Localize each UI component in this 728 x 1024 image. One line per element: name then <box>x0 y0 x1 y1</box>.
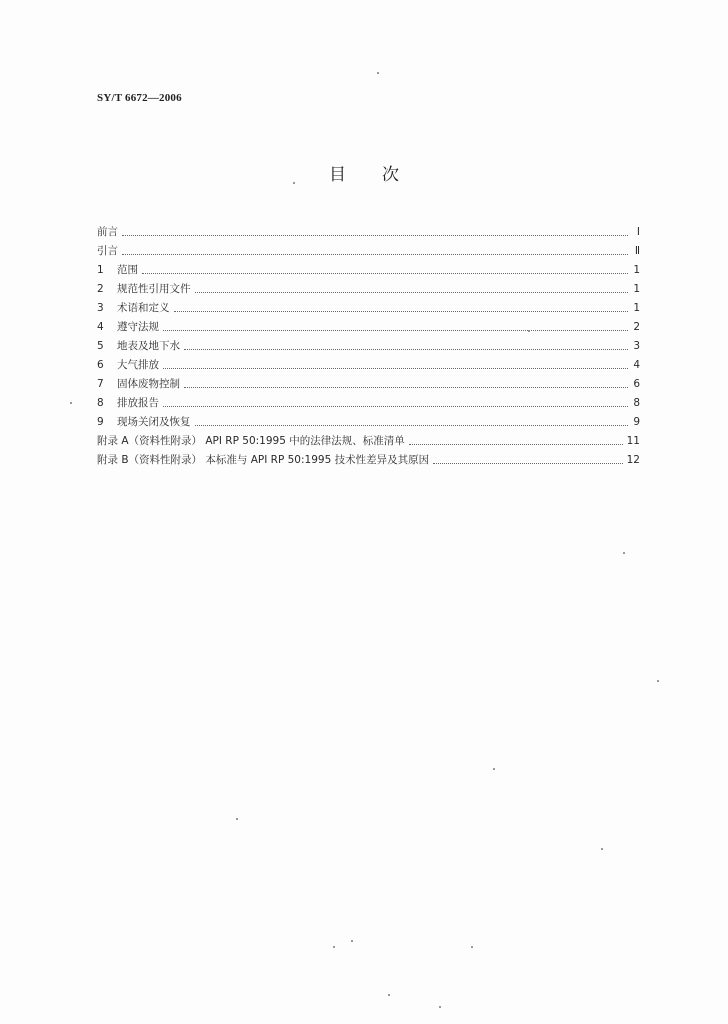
toc-leader <box>122 235 628 236</box>
toc-entry-3[interactable] <box>97 296 640 315</box>
toc-entry-number: 9 <box>97 416 104 428</box>
toc-entry-number: 5 <box>97 340 104 352</box>
scan-speck <box>377 72 379 74</box>
scan-speck <box>388 994 390 996</box>
toc-leader <box>184 387 628 388</box>
toc-entry-page: 11 <box>626 435 640 447</box>
toc-entry-page: 6 <box>633 378 640 390</box>
scan-speck <box>351 940 353 942</box>
toc-entry-label: 现场关闭及恢复 <box>117 416 191 428</box>
toc-entry-4[interactable] <box>97 315 640 334</box>
toc-entry-page: Ⅰ <box>636 226 640 238</box>
toc-leader <box>409 444 623 445</box>
toc-entry-1[interactable] <box>97 258 640 277</box>
toc-leader <box>122 254 628 255</box>
toc-entry-number: 7 <box>97 378 104 390</box>
toc-title <box>0 160 728 185</box>
toc-entry-page: 1 <box>633 283 640 295</box>
toc-entry-label: 前言 <box>97 226 118 238</box>
toc-entry-label: 附录 A（资料性附录） API RP 50:1995 中的法律法规、标准清单 <box>97 435 405 447</box>
toc-leader <box>142 273 628 274</box>
toc-title-char-1: 目 <box>329 165 346 185</box>
toc-entry-7[interactable] <box>97 372 640 391</box>
toc-leader <box>163 330 628 331</box>
toc-entry-label: 大气排放 <box>117 359 159 371</box>
toc-entry-introduction[interactable] <box>97 239 640 258</box>
toc-entry-label: 范围 <box>117 264 138 276</box>
toc-entry-label: 规范性引用文件 <box>117 283 191 295</box>
scan-speck <box>623 552 625 554</box>
toc-leader <box>184 349 628 350</box>
toc-entry-6[interactable] <box>97 353 640 372</box>
table-of-contents <box>97 220 640 467</box>
toc-leader <box>174 311 629 312</box>
scan-speck <box>471 946 473 948</box>
toc-entry-label: 遵守法规 <box>117 321 159 333</box>
toc-entry-page: 12 <box>626 454 640 466</box>
scan-speck <box>70 402 72 404</box>
toc-entry-page: 1 <box>633 264 640 276</box>
toc-entry-page: 2 <box>633 321 640 333</box>
toc-entry-page: 1 <box>633 302 640 314</box>
toc-entry-appendix-b[interactable] <box>97 448 640 467</box>
toc-entry-appendix-a[interactable] <box>97 429 640 448</box>
toc-entry-label: 术语和定义 <box>117 302 170 314</box>
toc-leader <box>163 368 628 369</box>
scan-speck <box>528 330 530 332</box>
toc-leader <box>195 292 629 293</box>
toc-leader <box>433 463 623 464</box>
toc-entry-number: 1 <box>97 264 104 276</box>
standard-code: SY/T 6672—2006 <box>97 92 182 104</box>
toc-entry-number: 6 <box>97 359 104 371</box>
scan-speck <box>236 818 238 820</box>
toc-leader <box>163 406 628 407</box>
toc-entry-number: 2 <box>97 283 104 295</box>
scan-speck <box>601 848 603 850</box>
toc-leader <box>195 425 629 426</box>
toc-entry-8[interactable] <box>97 391 640 410</box>
toc-entry-number: 8 <box>97 397 104 409</box>
toc-entry-number: 4 <box>97 321 104 333</box>
toc-entry-9[interactable] <box>97 410 640 429</box>
toc-entry-5[interactable] <box>97 334 640 353</box>
toc-title-char-2: 次 <box>382 165 399 185</box>
toc-entry-number: 3 <box>97 302 104 314</box>
toc-entry-2[interactable] <box>97 277 640 296</box>
toc-entry-page: 9 <box>633 416 640 428</box>
toc-entry-label: 固体废物控制 <box>117 378 180 390</box>
toc-entry-page: 4 <box>633 359 640 371</box>
toc-entry-page: 3 <box>633 340 640 352</box>
scan-speck <box>293 182 295 184</box>
toc-entry-label: 附录 B（资料性附录） 本标准与 API RP 50:1995 技术性差异及其原因 <box>97 454 430 466</box>
toc-entry-page: Ⅱ <box>634 245 640 257</box>
scan-speck <box>333 946 335 948</box>
scan-speck <box>657 680 659 682</box>
toc-entry-label: 引言 <box>97 245 118 257</box>
toc-entry-label: 地表及地下水 <box>117 340 180 352</box>
toc-entry-label: 排放报告 <box>117 397 159 409</box>
toc-entry-foreword[interactable] <box>97 220 640 239</box>
toc-entry-page: 8 <box>633 397 640 409</box>
scan-speck <box>439 1006 441 1008</box>
scan-speck <box>493 768 495 770</box>
